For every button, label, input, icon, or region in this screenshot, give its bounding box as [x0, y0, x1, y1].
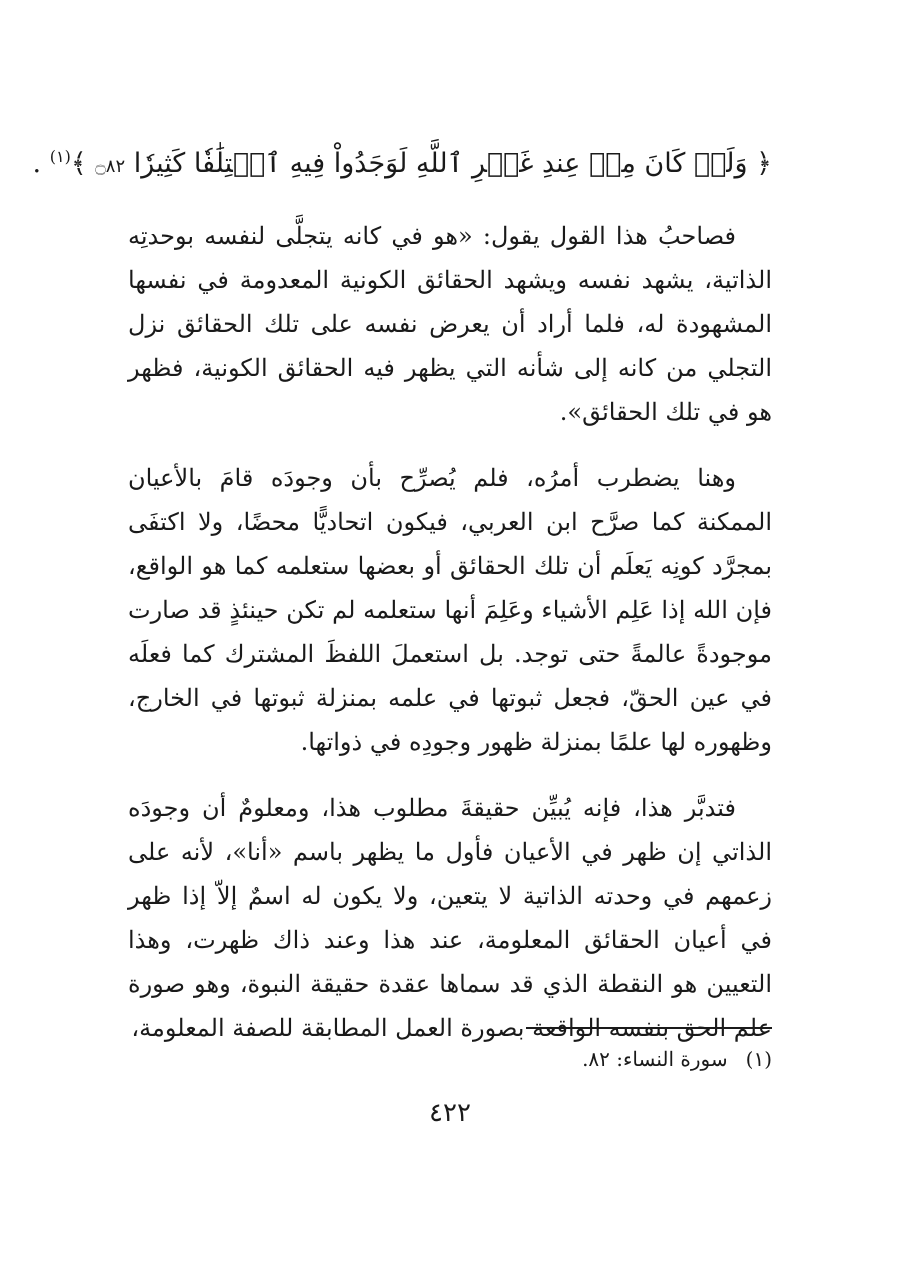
verse-text: وَلَوۡ كَانَ مِنۡ عِندِ غَيۡرِ ٱللَّهِ لَوَجَدُواْ فِيهِ ٱخۡتِلَٰفٗا كَثِيرٗا: [133, 148, 748, 179]
verse-close-bracket: ﴾: [70, 148, 87, 179]
verse-end-punct: .: [32, 148, 42, 179]
quran-verse: [32, 132, 772, 192]
footnote-number: (١): [745, 1047, 772, 1071]
body-paragraph: وهنا يضطرب أمرُه، فلم يُصرِّح بأن وجودَه قامَ بالأعيان الممكنة كما صرَّح ابن العربي، فيكون اتحاديًّا محضًا، ولا اكتفَى بمجرَّد كونِه يَعلَم أن تلك الحقائق أو بعضها ستعلمه كما هو الواقع، فإن الله إذا عَلِم الأشياء وعَلِمَ أنها ستعلمه لم تكن حينئذٍ قد صارت موجودةً عالمةً حتى توجد. بل استعملَ اللفظَ المشترك كما فعلَه في عين الحقّ، فجعل ثبوتها في علمه بمنزلة ثبوتها في الخارج، وظهوره لها علمًا بمنزلة ظهور وجودِه في ذواتها.: [128, 464, 772, 756]
page-body: [32, 132, 772, 1072]
body-paragraph: فتدبَّر هذا، فإنه يُبيِّن حقيقةَ مطلوب هذا، ومعلومٌ أن وجودَه الذاتي إن ظهر في الأعيان فأول ما يظهر باسم «أنا»، لأنه على زعمهم في وحدته الذاتية لا يتعين، ولا يكون له اسمٌ إلاّ إذا ظهر في أعيان الحقائق المعلومة، عند هذا وعند ذاك ظهرت، وهذا التعيين هو النقطة الذي قد سماها عقدة حقيقة النبوة، وهو صورة علم الحق بنفسه الواقعة بصورة العمل المطابقة للصفة المعلومة،: [128, 794, 772, 1042]
verse-open-bracket: ﴿: [756, 148, 772, 179]
footnote-reference[interactable]: (١): [49, 147, 71, 166]
page-number: ٤٢٢: [429, 1098, 471, 1128]
footnote-text: سورة النساء: ٨٢.: [582, 1047, 728, 1071]
footnote: [128, 1044, 772, 1074]
body-paragraph: فصاحبُ هذا القول يقول: «هو في كانه يتجلَّى لنفسه بوحدتِه الذاتية، يشهد نفسه ويشهد الحقائق الكونية المعدومة في نفسها المشهودة له، فلما أراد أن يعرض نفسه على تلك الحقائق نزل التجلي من كانه إلى شأنه التي يظهر فيه الحقائق الكونية، فظهر هو في تلك الحقائق».: [128, 222, 772, 426]
footnote-divider: [526, 1027, 772, 1029]
ayah-number-marker: ۝٨٢: [95, 156, 126, 177]
